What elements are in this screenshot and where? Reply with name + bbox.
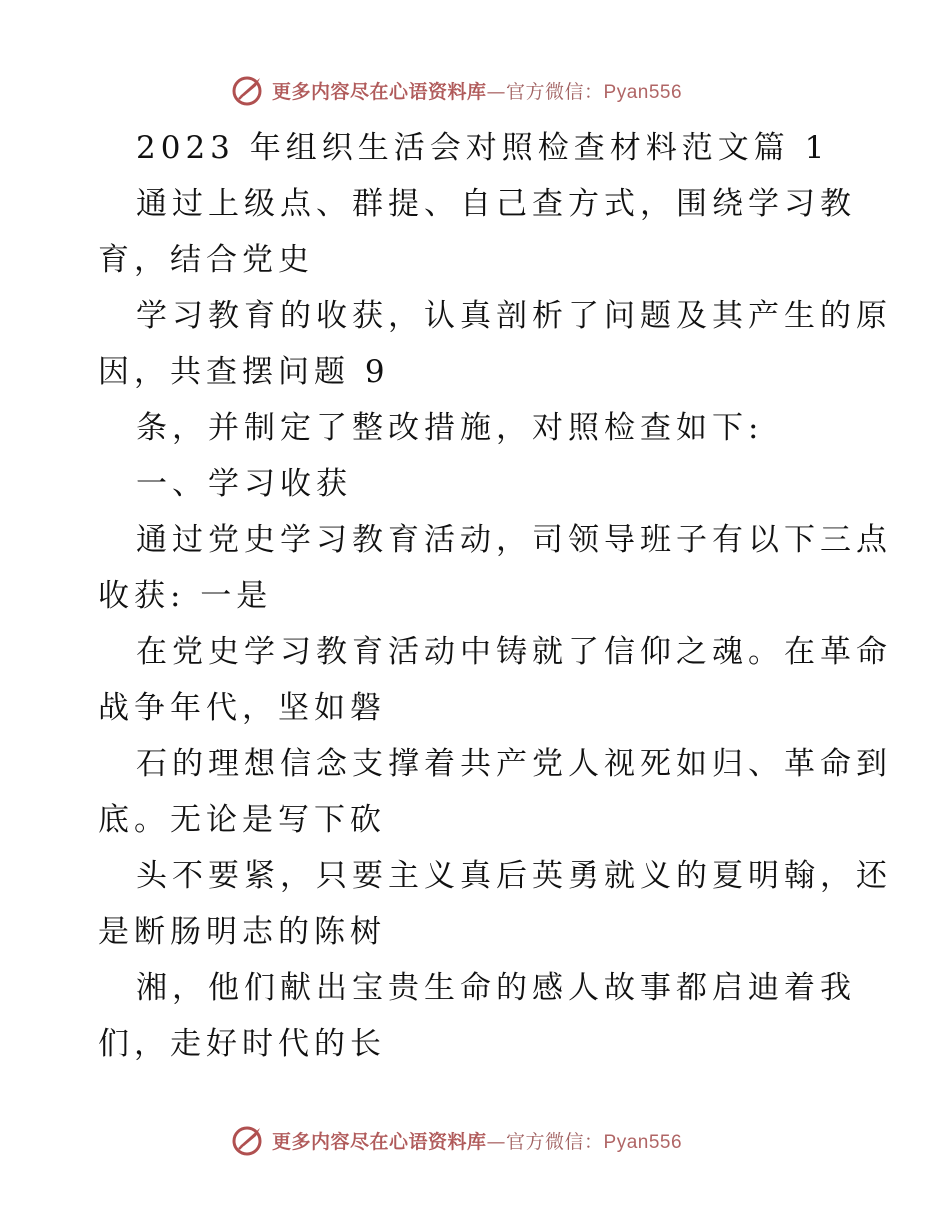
text-line: 战争年代，坚如磐: [98, 690, 386, 726]
watermark-site: 更多内容尽在心语资料库: [272, 80, 487, 103]
document-title: 2023 年组织生活会对照检查材料范文篇 1: [136, 130, 830, 166]
text-line: 是断肠明志的陈树: [98, 914, 386, 950]
text-line: 因，共查摆问题 9: [98, 354, 390, 390]
text-line: 湘，他们献出宝贵生命的感人故事都启迪着我: [136, 970, 856, 1006]
watermark-text: [272, 77, 682, 104]
watermark-text: [272, 1127, 682, 1154]
text-line: 底。无论是写下砍: [98, 802, 386, 838]
quill-logo-icon: [230, 72, 266, 108]
quill-logo-icon: [230, 1122, 266, 1158]
document-body: [98, 120, 892, 1072]
text-line: 石的理想信念支撑着共产党人视死如归、革命到: [136, 746, 892, 782]
text-line: 头不要紧，只要主义真后英勇就义的夏明翰，还: [136, 858, 892, 894]
watermark-banner-top: [230, 70, 750, 110]
section-heading: 一、学习收获: [136, 466, 352, 502]
text-line: 育，结合党史: [98, 242, 314, 278]
text-line: 通过上级点、群提、自己查方式，围绕学习教: [136, 186, 856, 222]
text-line: 条，并制定了整改措施，对照检查如下:: [136, 410, 764, 446]
watermark-wechat-id: Pyan556: [603, 1131, 683, 1153]
text-line: 学习教育的收获，认真剖析了问题及其产生的原: [136, 298, 892, 334]
watermark-wechat-id: Pyan556: [603, 81, 683, 103]
text-line: 收获: 一是: [98, 578, 273, 614]
watermark-wechat-label: 官方微信：: [506, 1130, 604, 1153]
watermark-dash: —: [486, 80, 507, 103]
watermark-wechat-label: 官方微信：: [506, 80, 604, 103]
watermark-dash: —: [486, 1130, 507, 1153]
watermark-banner-bottom: [230, 1120, 750, 1160]
text-line: 们，走好时代的长: [98, 1026, 386, 1062]
watermark-site: 更多内容尽在心语资料库: [272, 1130, 487, 1153]
text-line: 在党史学习教育活动中铸就了信仰之魂。在革命: [136, 634, 892, 670]
text-line: 通过党史学习教育活动，司领导班子有以下三点: [136, 522, 892, 558]
